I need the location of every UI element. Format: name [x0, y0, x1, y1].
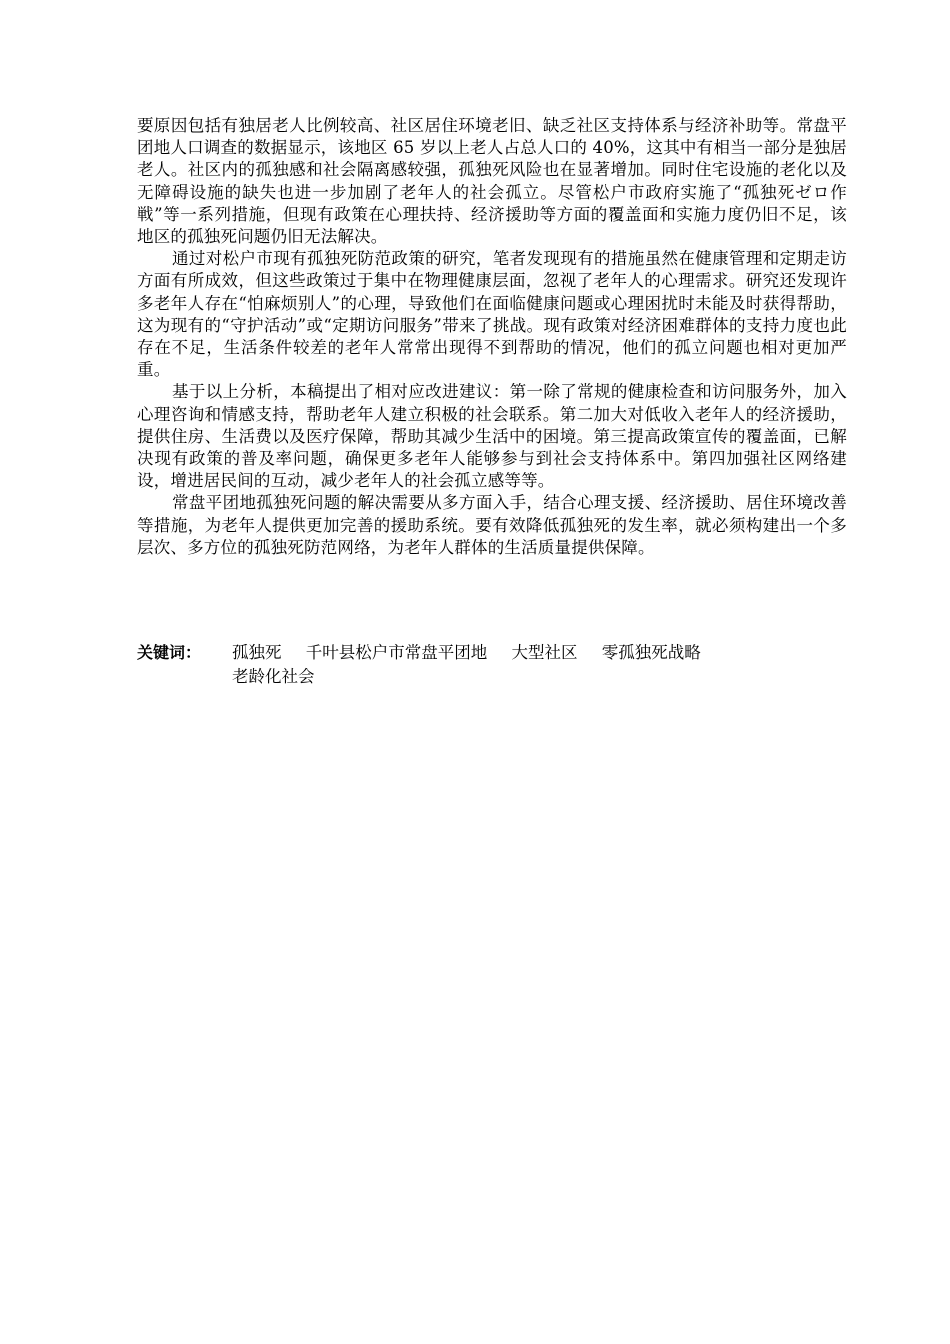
- keywords-list: [232, 641, 792, 689]
- keyword-item: 老龄化社会: [232, 667, 315, 686]
- keywords-label: 关键词：: [137, 643, 202, 662]
- paragraph-2: 通过对松户市现有孤独死防范政策的研究，笔者发现现有的措施虽然在健康管理和定期走访方面有所成效，但这些政策过于集中在物理健康层面，忽视了老年人的心理需求。研究还发现许多老年人存在“怕麻烦别人”的心理，导致他们在面临健康问题或心理困扰时未能及时获得帮助，这为现有的“守护活动”或“定期访问服务”带来了挑战。现有政策对经济困难群体的支持力度也此存在不足，生活条件较差的老年人常常出现得不到帮助的情况，他们的孤立问题也相对更加严重。: [137, 249, 847, 380]
- keyword-item: 千叶县松户市常盘平团地: [305, 643, 488, 662]
- keyword-item: 零孤独死战略: [601, 643, 701, 662]
- paragraph-4: 常盘平团地孤独死问题的解决需要从多方面入手，结合心理支援、经济援助、居住环境改善等措施，为老年人提供更加完善的援助系统。要有效降低孤独死的发生率，就必须构建出一个多层次、多方位的孤独死防范网络，为老年人群体的生活质量提供保障。: [137, 493, 847, 557]
- paragraph-1: 要原因包括有独居老人比例较高、社区居住环境老旧、缺乏社区支持体系与经济补助等。常盘平团地人口调查的数据显示，该地区 65 岁以上老人占总人口的 40%，这其中有相当一部分是独居老人。社区内的孤独感和社会隔离感较强，孤独死风险也在显著增加。同时住宅设施的老化以及无障碍设施的缺失也进一步加剧了老年人的社会孤立。尽管松户市政府实施了“孤独死ゼロ作戦”等一系列措施，但现有政策在心理扶持、经济援助等方面的覆盖面和实施力度仍旧不足，该地区的孤独死问题仍旧无法解决。: [137, 116, 847, 247]
- keyword-item: 大型社区: [511, 643, 578, 662]
- abstract-body: [137, 115, 847, 559]
- keyword-item: 孤独死: [232, 643, 282, 662]
- paragraph-3: 基于以上分析，本稿提出了相对应改进建议：第一除了常规的健康检查和访问服务外，加入心理咨询和情感支持，帮助老年人建立积极的社会联系。第二加大对低收入老年人的经济援助，提供住房、生活费以及医疗保障，帮助其减少生活中的困境。第三提高政策宣传的覆盖面，已解决现有政策的普及率问题，确保更多老年人能够参与到社会支持体系中。第四加强社区网络建设，增进居民间的互动，减少老年人的社会孤立感等等。: [137, 382, 847, 491]
